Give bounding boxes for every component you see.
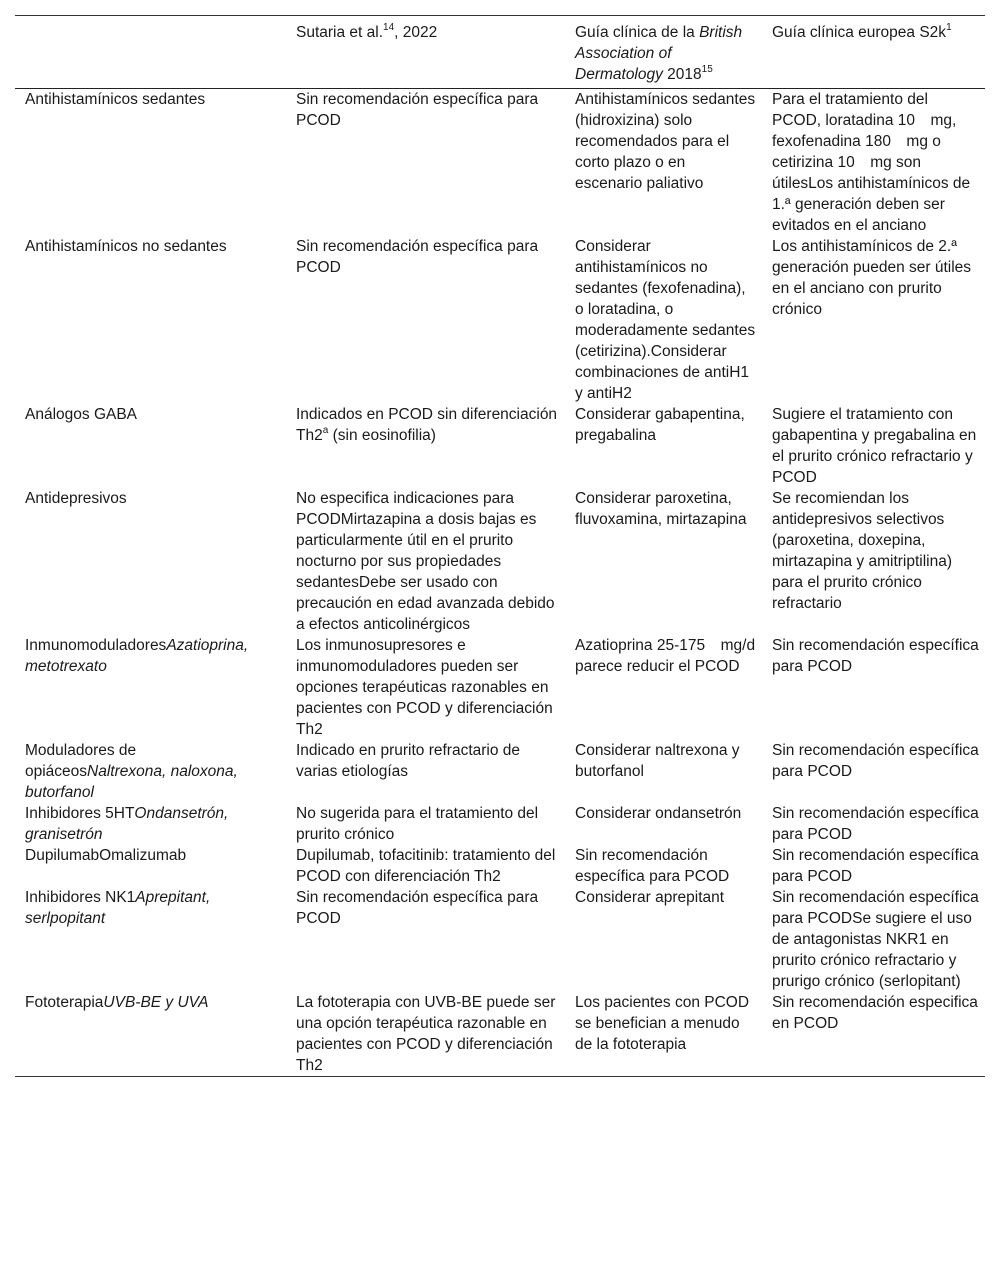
header-bad-prefix: Guía clínica de la	[575, 24, 700, 41]
row-treatment-cell	[15, 992, 286, 1076]
row-s2k-cell: Se recomiendan los antidepresivos selectivos (paroxetina, doxepina, mirtazapina y amitriptilina) para el prurito crónico refractario	[772, 490, 953, 612]
row-s2k-cell: Los antihistamínicos de 2.ª generación pueden ser útiles en el anciano con prurito crónico	[772, 238, 972, 318]
row-s2k-cell: Sugiere el tratamiento con gabapentina y pregabalina en el prurito crónico refractario y PCOD	[772, 406, 977, 486]
table-row	[15, 404, 985, 488]
row-treatment-drugs: Azatioprina, metotrexato	[25, 637, 249, 675]
header-cell-s2k-guideline	[762, 16, 985, 88]
row-treatment-drugs: UVB-BE y UVA	[103, 994, 209, 1011]
row-treatment-cell	[15, 488, 286, 635]
row-treatment-drugs: Aprepitant, serlpopitant	[25, 889, 211, 927]
row-sutaria-text: Indicados en PCOD sin diferenciación Th2	[296, 406, 558, 444]
header-cell-sutaria	[286, 16, 565, 88]
table-row	[15, 89, 985, 236]
header-cell-treatment	[15, 16, 286, 88]
row-bad-cell: Sin recomendación específica para PCOD	[575, 847, 730, 885]
row-treatment-label: Inmunomoduladores	[25, 637, 167, 654]
row-sutaria-cell: Sin recomendación específica para PCOD	[296, 91, 539, 129]
row-treatment-label: Antihistamínicos no sedantes	[25, 238, 227, 255]
row-treatment-cell	[15, 740, 286, 803]
row-s2k-cell: Sin recomendación especifica en PCOD	[772, 994, 978, 1032]
table-row	[15, 845, 985, 887]
header-s2k-text: Guía clínica europea S2k	[772, 24, 947, 41]
header-bad-ref: 15	[701, 63, 713, 75]
row-treatment-drugs: Ondansetrón, granisetrón	[25, 805, 229, 843]
table-row	[15, 236, 985, 404]
row-treatment-cell	[15, 89, 286, 236]
row-sutaria-cell: La fototerapia con UVB-BE puede ser una opción terapéutica razonable en pacientes con PCOD y diferenciación Th2	[296, 994, 556, 1074]
row-bad-cell: Considerar gabapentina, pregabalina	[575, 406, 745, 444]
row-treatment-label: Antihistamínicos sedantes	[25, 91, 206, 108]
row-bad-cell: Considerar ondansetrón	[575, 805, 742, 822]
row-bad-cell: Antihistamínicos sedantes (hidroxizina) solo recomendados para el corto plazo o en escenario paliativo	[575, 91, 756, 192]
row-bad-cell: Considerar aprepitant	[575, 889, 725, 906]
row-s2k-cell: Sin recomendación específica para PCODSe sugiere el uso de antagonistas NKR1 en prurito crónico refractario y prurigo crónico (serlopitant)	[772, 889, 979, 990]
header-sutaria-text: Sutaria et al.	[296, 24, 384, 41]
header-bad-year: 2018	[662, 66, 702, 83]
row-s2k-cell: Sin recomendación específica para PCOD	[772, 805, 979, 843]
row-sutaria-cell: No sugerida para el tratamiento del prurito crónico	[296, 805, 539, 843]
row-s2k-cell: Para el tratamiento del PCOD, loratadina 10 mg, fexofenadina 180 mg o cetirizina 10 mg son útilesLos antihistamínicos de 1.ª generación deben ser evitados en el anciano	[772, 91, 971, 234]
row-treatment-cell	[15, 236, 286, 404]
table-row	[15, 887, 985, 992]
row-treatment-label: Fototerapia	[25, 994, 104, 1011]
row-treatment-label: Inhibidores NK1	[25, 889, 136, 906]
row-sutaria-cell: Indicado en prurito refractario de varias etiologías	[296, 742, 521, 780]
table-row	[15, 740, 985, 803]
table-row	[15, 992, 985, 1076]
row-treatment-cell	[15, 887, 286, 992]
row-s2k-cell: Sin recomendación específica para PCOD	[772, 742, 979, 780]
row-treatment-label: Moduladores de opiáceos	[25, 742, 137, 780]
row-sutaria-cell: Sin recomendación específica para PCOD	[296, 238, 539, 276]
table-header-row	[15, 16, 985, 88]
row-sutaria-footnote: a	[322, 424, 329, 436]
row-treatment-drugs: Naltrexona, naloxona, butorfanol	[25, 763, 238, 801]
row-treatment-label: DupilumabOmalizumab	[25, 847, 187, 864]
header-sutaria-year: , 2022	[394, 24, 438, 41]
row-sutaria-cell: Los inmunosupresores e inmunomoduladores pueden ser opciones terapéuticas razonables en pacientes con PCOD y diferenciación Th2	[296, 637, 553, 738]
row-bad-cell: Considerar paroxetina, fluvoxamina, mirtazapina	[575, 490, 747, 528]
treatment-comparison-table	[15, 15, 985, 1077]
row-s2k-cell: Sin recomendación específica para PCOD	[772, 847, 979, 885]
row-treatment-label: Antidepresivos	[25, 490, 127, 507]
table-bottom-rule	[15, 1076, 985, 1077]
table-row	[15, 635, 985, 740]
header-s2k-ref: 1	[946, 21, 952, 33]
header-cell-bad-guideline	[565, 16, 762, 88]
row-sutaria-cell: Sin recomendación específica para PCOD	[296, 889, 539, 927]
row-treatment-cell	[15, 404, 286, 488]
row-sutaria-cell: Dupilumab, tofacitinib: tratamiento del PCOD con diferenciación Th2	[296, 847, 556, 885]
row-s2k-cell: Sin recomendación específica para PCOD	[772, 637, 979, 675]
header-bad-italic: British Association of Dermatology	[575, 24, 743, 83]
table-row	[15, 488, 985, 635]
row-sutaria-cell	[286, 404, 565, 488]
row-sutaria-cell: No especifica indicaciones para PCODMirtazapina a dosis bajas es particularmente útil en el prurito nocturno por sus propiedades sedantesDebe ser usado con precaución en edad avanzada debido a efectos anticolinérgicos	[296, 490, 555, 633]
row-bad-cell: Los pacientes con PCOD se benefician a menudo de la fototerapia	[575, 994, 750, 1053]
row-treatment-label: Inhibidores 5HT	[25, 805, 135, 822]
row-sutaria-text-end: (sin eosinofilia)	[328, 427, 436, 444]
row-treatment-cell	[15, 635, 286, 740]
row-treatment-cell	[15, 845, 286, 887]
row-bad-cell: Considerar antihistamínicos no sedantes (fexofenadina), o loratadina, o moderadamente sedantes (cetirizina).Considerar combinaciones de antiH1 y antiH2	[575, 238, 756, 402]
row-bad-cell: Considerar naltrexona y butorfanol	[575, 742, 740, 780]
row-treatment-cell	[15, 803, 286, 845]
table-row	[15, 803, 985, 845]
row-treatment-label: Análogos GABA	[25, 406, 138, 423]
header-sutaria-ref: 14	[383, 21, 395, 33]
row-bad-cell: Azatioprina 25-175 mg/d parece reducir el PCOD	[575, 637, 756, 675]
